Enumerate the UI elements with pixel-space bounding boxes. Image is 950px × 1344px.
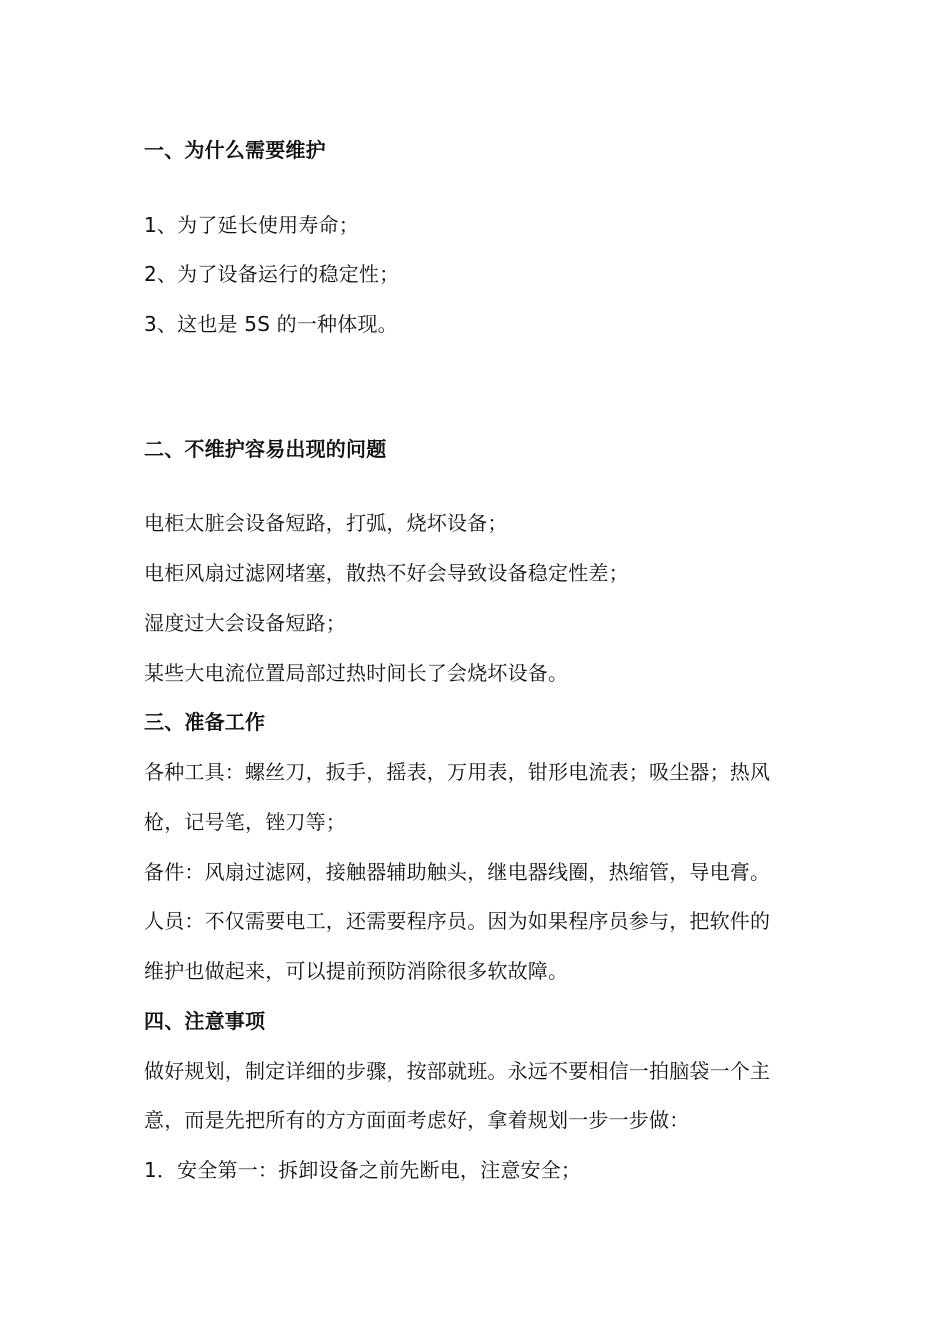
paragraph-line: 维护也做起来，可以提前预防消除很多软故障。 <box>144 959 569 983</box>
section-heading-why-maintain: 一、为什么需要维护 <box>144 138 326 162</box>
paragraph-line: 枪，记号笔，锉刀等； <box>144 810 346 834</box>
list-item: 电柜风扇过滤网堵塞，散热不好会导致设备稳定性差； <box>144 561 629 585</box>
section-heading-preparation: 三、准备工作 <box>144 710 266 734</box>
list-item: 1、为了延长使用寿命； <box>144 213 359 237</box>
list-item: 湿度过大会设备短路； <box>144 611 346 635</box>
section-heading-notes: 四、注意事项 <box>144 1009 266 1033</box>
paragraph-line: 备件：风扇过滤网，接触器辅助触头，继电器线圈，热缩管，导电膏。 <box>144 860 771 884</box>
paragraph-line: 1．安全第一：拆卸设备之前先断电，注意安全； <box>144 1158 582 1182</box>
list-item: 2、为了设备运行的稳定性； <box>144 262 400 286</box>
list-item: 电柜太脏会设备短路，打弧，烧坏设备； <box>144 511 508 535</box>
section-heading-problems: 二、不维护容易出现的问题 <box>144 437 387 461</box>
paragraph-line: 做好规划，制定详细的步骤，按部就班。永远不要相信一拍脑袋一个主 <box>144 1059 771 1083</box>
paragraph-line: 各种工具：螺丝刀，扳手，摇表，万用表，钳形电流表；吸尘器；热风 <box>144 760 771 784</box>
list-item: 某些大电流位置局部过热时间长了会烧坏设备。 <box>144 661 569 685</box>
list-item: 3、这也是 5S 的一种体现。 <box>144 312 398 336</box>
paragraph-line: 意，而是先把所有的方方面面考虑好，拿着规划一步一步做： <box>144 1108 690 1132</box>
paragraph-line: 人员：不仅需要电工，还需要程序员。因为如果程序员参与，把软件的 <box>144 909 771 933</box>
